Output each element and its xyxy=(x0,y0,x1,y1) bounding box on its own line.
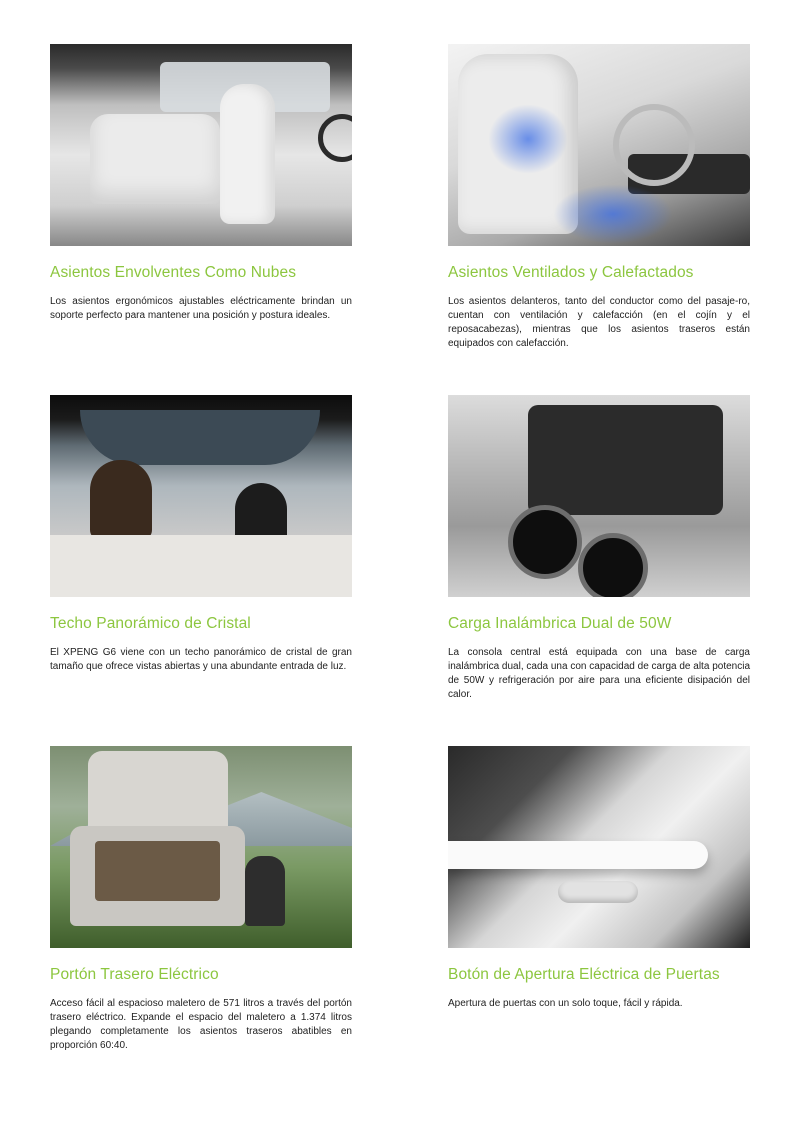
interior-seats-photo xyxy=(50,44,352,246)
feature-description: Los asientos ergonómicos ajustables eléctricamente brindan un soporte perfecto para mantener una posición y postura ideales. xyxy=(50,296,352,321)
feature-title: Asientos Ventilados y Calefactados xyxy=(448,264,694,281)
feature-title: Portón Trasero Eléctrico xyxy=(50,966,219,983)
feature-description: La consola central está equipada con una base de carga inalámbrica dual, cada una con capacidad de carga de alta potencia de 50W y refrigeración por aire para una eficiente disipación del calor. xyxy=(448,647,750,700)
feature-card-roof xyxy=(50,395,352,674)
feature-card-charging xyxy=(448,395,750,702)
feature-card-seats xyxy=(50,44,352,323)
panoramic-roof-photo xyxy=(50,395,352,597)
ventilated-seat-photo xyxy=(448,44,750,246)
center-console-photo xyxy=(448,395,750,597)
feature-description: El XPENG G6 viene con un techo panorámico de cristal de gran tamaño que ofrece vistas abiertas y una abundante entrada de luz. xyxy=(50,647,352,672)
feature-title: Techo Panorámico de Cristal xyxy=(50,615,251,632)
door-button-photo xyxy=(448,746,750,948)
feature-description: Apertura de puertas con un solo toque, fácil y rápida. xyxy=(448,998,683,1009)
feature-title: Botón de Apertura Eléctrica de Puertas xyxy=(448,966,720,983)
feature-card-ventilated xyxy=(448,44,750,351)
feature-description: Acceso fácil al espacioso maletero de 571 litros a través del portón trasero eléctrico. Expande el espacio del maletero a 1.374 litros plegando completamente los asientos traseros abatibles en proporción 60:40. xyxy=(50,998,352,1051)
tailgate-photo xyxy=(50,746,352,948)
feature-card-tailgate xyxy=(50,746,352,1053)
feature-title: Carga Inalámbrica Dual de 50W xyxy=(448,615,672,632)
feature-card-door xyxy=(448,746,750,1011)
feature-title: Asientos Envolventes Como Nubes xyxy=(50,264,297,281)
feature-description: Los asientos delanteros, tanto del conductor como del pasaje-ro, cuentan con ventilación y calefacción (en el cojín y el reposacabezas), mientras que los asientos traseros están equipados con calefacción. xyxy=(448,296,750,349)
